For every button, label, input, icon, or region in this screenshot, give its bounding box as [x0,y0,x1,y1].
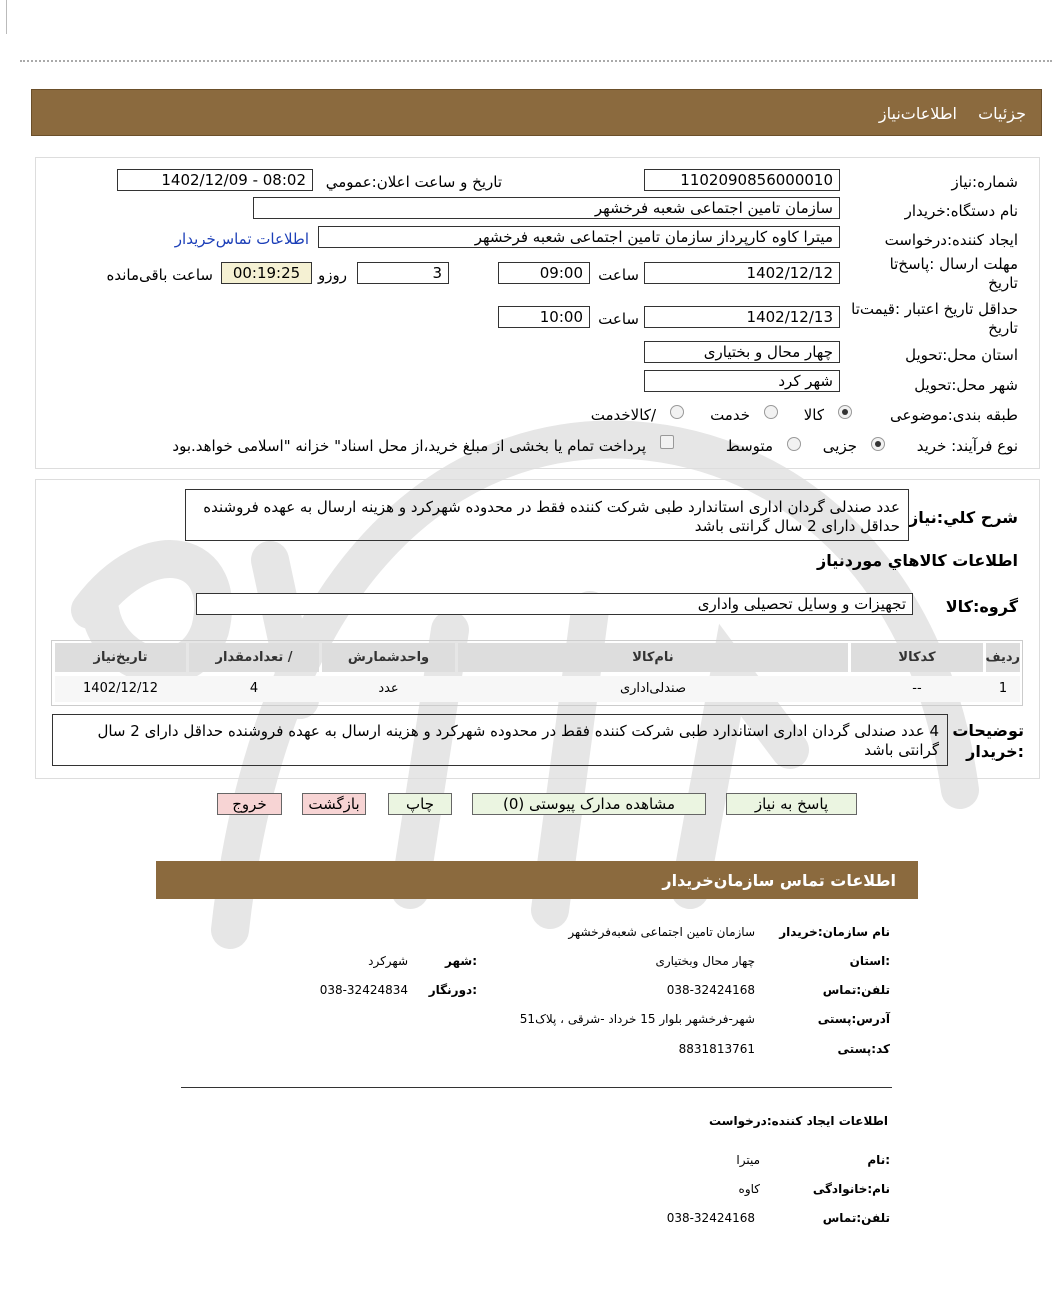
top-dotted-divider [20,60,1052,62]
table-header-name: نام‌کالا [458,643,848,672]
contact-fax-label: :دورنگار [428,983,477,997]
table-header-code: کدکالا [851,643,983,672]
tab-details[interactable]: جزئیات [978,104,1026,123]
description-label: شرح کلي:نیاز [909,508,1018,527]
creator-family-label: نام:خانوادگی [812,1182,890,1196]
contact-org-value: سازمان تامین اجتماعی شعبه‌فرخشهر [568,925,755,939]
buyer-notes-label: توضیحات :خریدار [952,721,1024,761]
table-header-unit: واحدشمارش [322,643,455,672]
category-goods-label: کالا [803,406,824,424]
category-label: طبقه بندی:موضوعی [890,406,1018,424]
table-header-quantity: / تعدادمقدار [189,643,319,672]
buyer-contact-link[interactable]: اطلاعات تماس‌خریدار [174,230,309,248]
contact-city-value: شهرکرد [368,954,408,968]
table-cell-code: -- [912,681,922,696]
contact-address-value: شهر-فرخشهر بلوار 15 خرداد -شرقی ، پلاک51 [519,1012,755,1026]
creator-info-title: اطلاعات ایجاد کننده:درخواست [708,1114,888,1128]
tab-need-info[interactable]: اطلاعات‌نیاز [878,104,957,123]
process-partial-radio[interactable] [871,437,885,451]
validity-time-label: ساعت [598,310,639,328]
creator-field: میترا کاوه کارپرداز سازمان تامین اجتماعی شعبه فرخشهر [318,226,840,248]
table-cell-quantity: 4 [249,681,259,696]
days-field: 3 [357,262,449,284]
view-attachments-button[interactable]: مشاهده مدارک پیوستی (0) [472,793,706,815]
creator-phone-label: تلفن:تماس [822,1211,890,1225]
deadline-label: مهلت ارسال :پاسخ‌تا تاریخ [889,255,1018,292]
reply-button[interactable]: پاسخ به نیاز [726,793,857,815]
need-number-label: شماره:نیاز [951,173,1018,191]
contact-phone-label: تلفن:تماس [822,983,890,997]
category-goods-service-radio[interactable] [670,405,684,419]
category-goods-service-label: /کالاخدمت [590,406,656,424]
category-service-label: خدمت [710,406,750,424]
contact-address-label: آدرس:پستی [817,1012,890,1026]
treasury-payment-checkbox[interactable] [660,435,674,449]
contact-city-label: :شهر [445,954,477,968]
goods-group-label: گروه:کالا [945,597,1018,616]
remaining-time-field: 00:19:25 [221,262,312,284]
goods-info-title: اطلاعات کالاهاي موردنیاز [817,551,1018,570]
buyer-notes-box: 4 عدد صندلی گردان اداری استاندارد طبی شرکت کننده فقط در محدوده شهرکرد و هزینه ارسال به عهده فروشنده حداقل دارای 2 سال گرانتی باشد [52,714,948,766]
deadline-time-label: ساعت [598,266,639,284]
category-goods-radio[interactable] [838,405,852,419]
announce-date-field: 1402/12/09 - 08:02 [117,169,313,191]
table-cell-unit: عدد [378,681,399,696]
creator-phone-value: 038-32424168 [666,1211,755,1225]
province-label: استان محل:تحویل [905,346,1018,364]
validity-date-field: 1402/12/13 [644,306,840,328]
deadline-time-field: 09:00 [498,262,590,284]
description-box: عدد صندلی گردان اداری استاندارد طبی شرکت کننده فقط در محدوده شهرکرد و هزینه ارسال به عهده فروشنده حداقل دارای 2 سال گرانتی باشد [185,489,909,541]
province-field: چهار محال و بختیاری [644,341,840,363]
table-header-row-number: ردیف [986,643,1020,672]
contact-org-label: نام سازمان:خریدار [779,925,890,939]
contact-divider [181,1087,892,1088]
deadline-date-field: 1402/12/12 [644,262,840,284]
days-label: روزو [318,266,347,284]
contact-province-label: :استان [849,954,890,968]
remaining-label: ساعت باقی‌مانده [106,266,213,284]
process-partial-label: جزیی [822,437,857,455]
buyer-org-label: نام دستگاه:خریدار [904,202,1018,220]
process-medium-label: متوسط [725,437,773,455]
process-medium-radio[interactable] [787,437,801,451]
city-field: شهر کرد [644,370,840,392]
table-cell-name: صندلی‌اداری [619,681,687,696]
city-label: شهر محل:تحویل [914,376,1018,394]
category-service-radio[interactable] [764,405,778,419]
contact-fax-value: 038-32424834 [319,983,408,997]
announce-label: تاریخ و ساعت اعلان:عمومي [325,173,502,191]
table-header-date: تاریخ‌نیاز [55,643,186,672]
contact-postal-value: 8831813761 [678,1042,755,1056]
process-label: نوع فرآیند: خرید [916,437,1018,455]
table-cell-date: 1402/12/12 [83,681,158,696]
back-button[interactable]: بازگشت [302,793,366,815]
contact-header-title: اطلاعات تماس سازمان‌خریدار [662,871,896,890]
table-cell-row-number: 1 [998,681,1008,696]
contact-phone-value: 038-32424168 [666,983,755,997]
validity-time-field: 10:00 [498,306,590,328]
left-frame-line [6,0,7,34]
print-button[interactable]: چاپ [388,793,452,815]
creator-name-label: :نام [867,1153,890,1167]
treasury-payment-note: پرداخت تمام یا بخشی از مبلغ خرید،از محل اسناد" خزانه "اسلامی خواهد.بود [172,437,646,455]
creator-name-value: میترا [736,1153,760,1167]
creator-label: ایجاد کننده:درخواست [884,231,1018,249]
goods-group-field: تجهیزات و وسایل تحصیلی واداری [196,593,913,615]
contact-province-value: چهار محال وبختیاری [655,954,755,968]
creator-family-value: کاوه [738,1182,760,1196]
validity-label: حداقل تاریخ اعتبار :قیمت‌تا تاریخ [851,300,1018,337]
contact-postal-label: کد:پستی [837,1042,890,1056]
buyer-org-field: سازمان تامین اجتماعی شعبه فرخشهر [253,197,840,219]
exit-button[interactable]: خروج [217,793,282,815]
need-number-field: 1102090856000010 [644,169,840,191]
